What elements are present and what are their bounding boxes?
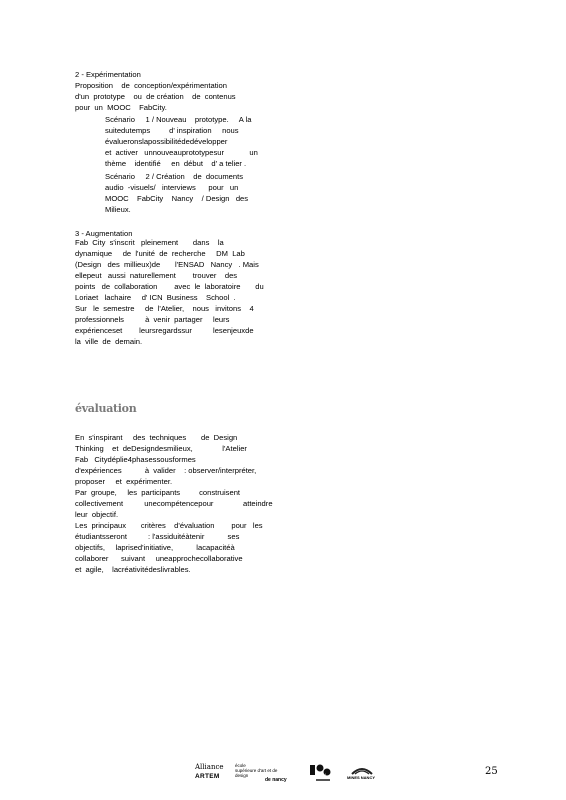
paragraph-line: expérienceset leursregardssur lesenjeuxde xyxy=(75,326,254,335)
list-item-line: évalueronslapossibilitédedévelopper xyxy=(105,137,228,146)
intro-line: pour un MOOC FabCity. xyxy=(75,103,167,112)
paragraph-line: Les principaux critères d'évaluation pour les xyxy=(75,521,263,530)
paragraph-line: Fab City s'inscrit pleinement dans la xyxy=(75,238,224,247)
list-item-line: Scénario 2 / Création de documents xyxy=(105,172,244,181)
logo-text: école xyxy=(235,763,246,768)
logo-text: design xyxy=(235,773,249,778)
list-item-line: Milieux. xyxy=(105,205,131,214)
logo-text: de nancy xyxy=(265,777,287,783)
section-heading-augmentation: 3 - Augmentation xyxy=(75,229,133,238)
page-number: 25 xyxy=(485,766,498,777)
paragraph-line: Loriaet lachaire d' ICN Business School . xyxy=(75,293,236,302)
logo-text: ARTEM xyxy=(195,773,220,780)
logo-text: Alliance xyxy=(195,763,224,771)
paragraph-line: Fab Citydéplie4phasessousformes xyxy=(75,455,196,464)
paragraph-line: la ville de demain. xyxy=(75,337,143,346)
list-item-line: et activer unnouveauprototypesur un xyxy=(105,148,258,157)
paragraph-line: leur objectif. xyxy=(75,510,119,519)
paragraph-line: et agile, lacréativitédeslivrables. xyxy=(75,565,191,574)
paragraph-line: d'expériences à valider : observer/interpréter, xyxy=(75,466,257,475)
evaluation-title: évaluation xyxy=(75,402,137,415)
paragraph-line: collectivement unecompétencepour atteindre xyxy=(75,499,273,508)
paragraph-line: collaborer suivant uneapprochecollaborative xyxy=(75,554,243,563)
list-item-line: audio -visuels/ interviews pour un xyxy=(105,183,239,192)
list-item-line: suitedutemps d' inspiration nous xyxy=(105,126,239,135)
paragraph-line: (Design des millieux)de l'ENSAD Nancy . Mais xyxy=(75,260,259,269)
ensad-nancy-logo xyxy=(235,763,295,785)
paragraph-line: professionnels à venir partager leurs xyxy=(75,315,230,324)
paragraph-line: proposer et expérimenter. xyxy=(75,477,173,486)
paragraph-line: Par groupe, les participants construisent xyxy=(75,488,241,497)
mines-nancy-logo xyxy=(347,763,377,785)
intro-line: d'un prototype ou de création de contenus xyxy=(75,92,236,101)
paragraph-line: étudiantsseront : l'assiduitéàtenir ses xyxy=(75,532,240,541)
intro-line: Proposition de conception/expérimentation xyxy=(75,81,227,90)
paragraph-line: ellepeut aussi naturellement trouver des xyxy=(75,271,238,280)
paragraph-line: Sur le semestre de l'Atelier, nous invitons 4 xyxy=(75,304,254,313)
alliance-artem-logo xyxy=(195,763,227,785)
logo-text: MINES NANCY xyxy=(347,775,376,780)
list-item-line: MOOC FabCity Nancy / Design des xyxy=(105,194,249,203)
list-item-line: thème identifié en début d' a telier . xyxy=(105,159,247,168)
icn-logo xyxy=(310,763,334,785)
paragraph-line: dynamique de l'unité de recherche DM Lab xyxy=(75,249,245,258)
logo-text: supérieure d'art et de xyxy=(235,768,278,773)
list-item-line: Scénario 1 / Nouveau prototype. A la xyxy=(105,115,252,124)
paragraph-line: objectifs, laprised'initiative, lacapacitéà xyxy=(75,543,235,552)
logo-text: ICN xyxy=(319,772,326,777)
paragraph-line: Thinking et deDesigndesmilieux, l'Atelier xyxy=(75,444,247,453)
paragraph-line: En s'inspirant des techniques de Design xyxy=(75,433,238,442)
section-heading-experimentation: 2 - Expérimentation xyxy=(75,70,141,79)
paragraph-line: points de collaboration avec le laboratoire du xyxy=(75,282,264,291)
